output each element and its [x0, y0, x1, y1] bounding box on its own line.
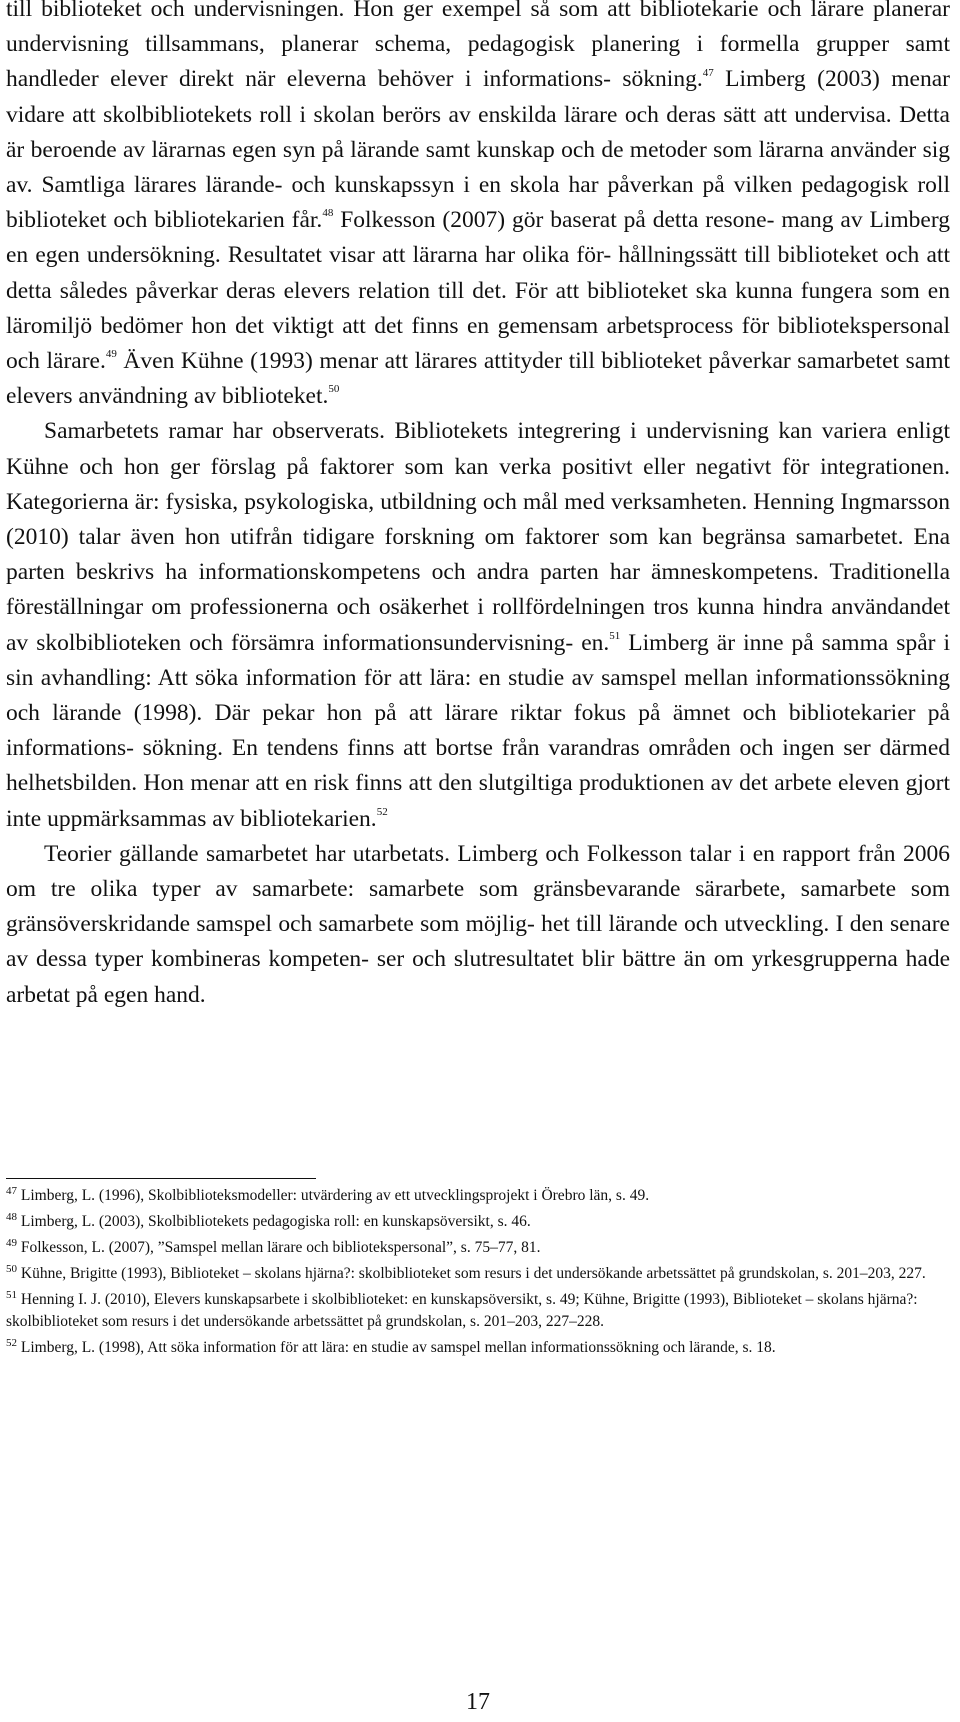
paragraph-text: Limberg (2003) menar vidare att skolbibliotekets roll i skolan berörs av enskilda lärare och deras sätt att undervisa. Detta är beroende av lärarnas egen syn på lärande samt kunskap och de metoder som lärarna använder sig av. Samtliga lärares lärande- och kunskapssyn i en skola har påverkan på vilken pedagogisk roll biblioteket och bibliotekarien får. — [6, 66, 950, 234]
footnote-reference[interactable]: 51 — [609, 629, 621, 642]
footnote-reference[interactable]: 50 — [328, 383, 340, 396]
footnote — [6, 1289, 950, 1333]
paragraph-text: Även Kühne (1993) menar att lärares attityder till biblioteket påverkar samarbetet samt elevers användning av biblioteket. — [6, 348, 951, 410]
footnote-reference[interactable]: 49 — [105, 348, 117, 361]
footnote-text: Limberg, L. (1996), Skolbiblioteksmodeller: utvärdering av ett utvecklingsprojekt i Örebro län, s. 49. — [17, 1187, 650, 1204]
footnote-number: 50 — [6, 1262, 17, 1275]
footnote-text: Kühne, Brigitte (1993), Biblioteket – skolans hjärna?: skolbiblioteket som resurs i det undersökande arbetssättet på grundskolan, s. 201–203, 227. — [17, 1265, 926, 1282]
footnote-text: Limberg, L. (1998), Att söka information för att lära: en studie av samspel mellan informationssökning och lärande, s. 18. — [17, 1339, 776, 1356]
footnote-separator — [6, 1178, 316, 1179]
footnote — [6, 1237, 950, 1259]
paragraph-text: Teorier gällande samarbetet har utarbetats. Limberg och Folkesson talar i en rapport från 2006 om tre olika typer av samarbete: samarbete som gränsbevarande särarbete, samarbete som gränsöverskridande samspel och samarbete som möjlig- het till lärande och utveckling. I den senare av dessa typer kombineras kompeten- ser och slutresultatet blir bättre än om yrkesgrupperna hade arbetat på egen hand. — [6, 840, 950, 1008]
body-text — [6, 0, 950, 1013]
footnote-text: Henning I. J. (2010), Elevers kunskapsarbete i skolbiblioteket: en kunskapsöversikt, s. 49; Kühne, Brigitte (1993), Biblioteket – skolans hjärna?: skolbiblioteket som resurs i det undersökande arbetssättet på grundskolan, s. 201–203, 227–228. — [6, 1291, 918, 1330]
footnote — [6, 1185, 950, 1207]
footnote — [6, 1337, 950, 1359]
footnote-reference[interactable]: 52 — [376, 805, 388, 818]
paragraph — [6, 0, 950, 414]
footnote-reference[interactable]: 47 — [702, 66, 714, 79]
footnote-text: Limberg, L. (2003), Skolbibliotekets pedagogiska roll: en kunskapsöversikt, s. 46. — [17, 1213, 531, 1230]
paragraph — [6, 837, 950, 1013]
footnote-text: Folkesson, L. (2007), ”Samspel mellan lärare och bibliotekspersonal”, s. 75–77, 81. — [17, 1239, 541, 1256]
footnote-number: 51 — [6, 1288, 17, 1301]
footnote — [6, 1263, 950, 1285]
footnote-number: 47 — [6, 1184, 17, 1197]
document-page — [6, 0, 950, 1722]
footnote-number: 49 — [6, 1236, 17, 1249]
footnote-number: 48 — [6, 1210, 17, 1223]
footnotes — [6, 1185, 950, 1363]
paragraph-text: Limberg är inne på samma spår i sin avhandling: Att söka information för att lära: en studie av samspel mellan informationssökning och lärande (1998). Där pekar hon på att lärare riktar fokus på ämnet och bibliotekarier på informations- sökning. En tendens finns att bortse från varandras områden och ingen ser därmed helhetsbilden. Hon menar att en risk finns att den slutgiltiga produktionen av det arbete eleven gjort inte uppmärksammas av bibliotekarien. — [6, 629, 950, 832]
footnote — [6, 1211, 950, 1233]
paragraph — [6, 414, 950, 836]
paragraph-text: Folkesson (2007) gör baserat på detta resone- mang av Limberg en egen undersökning. Resultatet visar att lärarna har olika för- hållningssätt till biblioteket och att detta således påverkar deras elevers relation till det. För att biblioteket ska kunna fungera som en läromiljö bedömer hon det viktigt att det finns en gemensam arbetsprocess för bibliotekspersonal och lärare. — [6, 207, 951, 375]
footnote-reference[interactable]: 48 — [322, 207, 334, 220]
paragraph-text: Samarbetets ramar har observerats. Bibliotekets integrering i undervisning kan variera enligt Kühne och hon ger förslag på faktorer som kan verka positivt eller negativt för integrationen. Kategorierna är: fysiska, psykologiska, utbildning och mål med verksamheten. Henning Ingmarsson (2010) talar även hon utifrån tidigare forskning om faktorer som kan begränsa samarbetet. Ena parten beskrivs ha informationskompetens och andra parten har ämneskompetens. Traditionella föreställningar om professionerna och osäkerhet i rollfördelningen tros kunna hindra användandet av skolbiblioteken och försämra informationsundervisning- en. — [6, 418, 950, 656]
paragraph-text: till biblioteket och undervisningen. Hon ger exempel så som att bibliotekarie och lärare planerar undervisning tillsammans, planerar schema, pedagogisk planering i formella grupper samt handleder elever direkt när eleverna behöver i informations- sökning. — [6, 0, 950, 93]
footnote-number: 52 — [6, 1336, 17, 1349]
page-number: 17 — [466, 1689, 490, 1715]
